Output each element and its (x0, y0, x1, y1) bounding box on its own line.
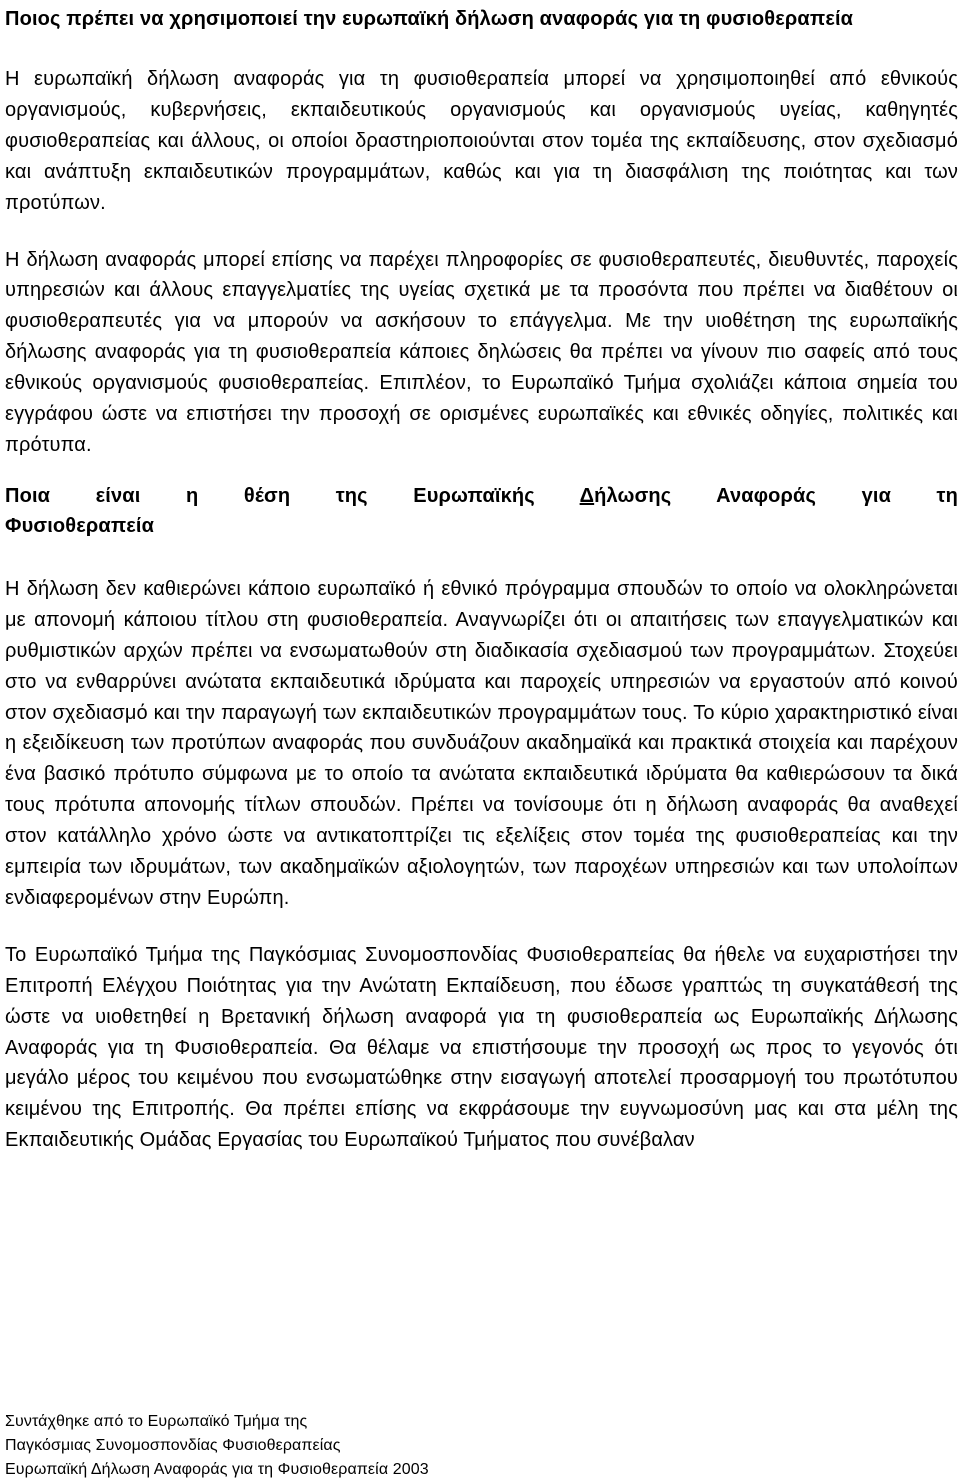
footer-line-document-title: Ευρωπαϊκή Δήλωση Αναφοράς για τη Φυσιοθεραπεία 2003 (5, 1461, 429, 1478)
section-heading-who-should-use: Ποιος πρέπει να χρησιμοποιεί την ευρωπαϊκή δήλωση αναφοράς για τη φυσιοθεραπεία (5, 8, 854, 30)
paragraph-acknowledgements: Το Ευρωπαϊκό Τμήμα της Παγκόσμιας Συνομοσπονδίας Φυσιοθεραπείας θα ήθελε να ευχαριστήσει την Επιτροπή Ελέγχου Ποιότητας για την Ανώτατη Εκπαίδευση, που έδωσε γραπτώς τη συγκατάθεσή της ώστε να υιοθετηθεί η Βρετανική δήλωση αναφορά για τη φυσιοθεραπεία ως Ευρωπαϊκής Δήλωσης Αναφοράς για τη Φυσιοθεραπεία. Θα θέλαμε να επιστήσουμε την προσοχή ως προς το γεγονός ότι μεγάλο μέρος του κειμένου που ενσωματώθηκε στην εισαγωγή αποτελεί προσαρμογή του πρωτότυπου κειμένου της Επιτροπής. Θα πρέπει επίσης να εκφράσουμε την ευγνωμοσύνη μας και στα μέλη της Εκπαιδευτικής Ομάδας Εργασίας του Ευρωπαϊκού Τμήματος που συνέβαλαν (5, 943, 958, 1152)
heading-text-part: ήλωσης Αναφοράς για τη (594, 484, 958, 507)
footer-line-author: Συντάχθηκε από το Ευρωπαϊκό Τμήμα της (5, 1413, 308, 1430)
heading-text-part: Φυσιοθεραπεία (5, 515, 155, 538)
paragraph-information-for-professionals: Η δήλωση αναφοράς μπορεί επίσης να παρέχει πληροφορίες σε φυσιοθεραπευτές, διευθυντές, παροχείς υπηρεσιών και άλλους επαγγελματίες της υγείας σχετικά με τα προσόντα που πρέπει να διαθέτουν οι φυσιοθεραπευτές για να μπορούν να ασκήσουν το επάγγελμα. Με την υιοθέτηση της ευρωπαϊκής δήλωσης αναφοράς για τη φυσιοθεραπεία κάποιες δηλώσεις θα πρέπει να γίνουν πιο σαφείς από τους εθνικούς οργανισμούς φυσιοθεραπείας. Επιπλέον, το Ευρωπαϊκό Τμήμα σχολιάζει κάποια σημεία του εγγράφου ώστε να επιστήσει την προσοχή σε ορισμένες ευρωπαϊκές και εθνικές οδηγίες, πολιτικές και πρότυπα. (5, 248, 958, 456)
section-heading-position-of-statement (5, 481, 958, 542)
footer-line-organization: Παγκόσμιας Συνομοσπονδίας Φυσιοθεραπείας (5, 1437, 341, 1454)
paragraph-who-should-use: Η ευρωπαϊκή δήλωση αναφοράς για τη φυσιοθεραπεία μπορεί να χρησιμοποιηθεί από εθνικούς οργανισμούς, κυβερνήσεις, εκπαιδευτικούς οργανισμούς και οργανισμούς υγείας, καθηγητές φυσιοθεραπείας και άλλους, οι οποίοι δραστηριοποιούνται στον τομέα της εκπαίδευσης, στον σχεδιασμό και ανάπτυξη εκπαιδευτικών προγραμμάτων, καθώς και για τη διασφάλιση της ποιότητας και των προτύπων. (5, 68, 958, 214)
paragraph-position-of-statement: Η δήλωση δεν καθιερώνει κάποιο ευρωπαϊκό ή εθνικό πρόγραμμα σπουδών το οποίο να ολοκληρώνεται με απονομή κάποιου τίτλου στη φυσιοθεραπεία. Αναγνωρίζει ότι οι απαιτήσεις των επαγγελματικών και ρυθμιστικών αρχών πρέπει να ενσωματωθούν στη διαδικασία σχεδιασμού των προγραμμάτων. Στοχεύει στο να ενθαρρύνει ανώτατα εκπαιδευτικά ιδρύματα και παροχείς υπηρεσιών να εργαστούν από κοινού στον σχεδιασμό και την παραγωγή των εκπαιδευτικών προγραμμάτων τους. Το κύριο χαρακτηριστικό είναι η εξειδίκευση των προτύπων αναφοράς που συνδυάζουν ακαδημαϊκά και πρακτικά στοιχεία και παρέχουν ένα βασικό πρότυπο σύμφωνα με το οποίο τα ανώτατα εκπαιδευτικά ιδρύματα θα καθιερώσουν τα δικά τους πρότυπα απονομής τίτλων σπουδών. Πρέπει να τονίσουμε ότι η δήλωση αναφοράς θα αναθεχεί στον κατάλληλο χρόνο ώστε να αντικατοπτρίζει τις εξελίξεις στον τομέα της φυσιοθεραπείας και την εμπειρία των ιδρυμάτων, των ακαδημαϊκών αξιολογητών, των παροχέων υπηρεσιών και των υπολοίπων ενδιαφερομένων στην Ευρώπη. (5, 577, 958, 909)
heading-text-part: Ποια είναι η θέση της Ευρωπαϊκής (5, 484, 580, 507)
document-page (5, 0, 958, 1156)
heading-underlined-letter: Δ (579, 484, 595, 507)
page-footer (5, 1410, 958, 1482)
